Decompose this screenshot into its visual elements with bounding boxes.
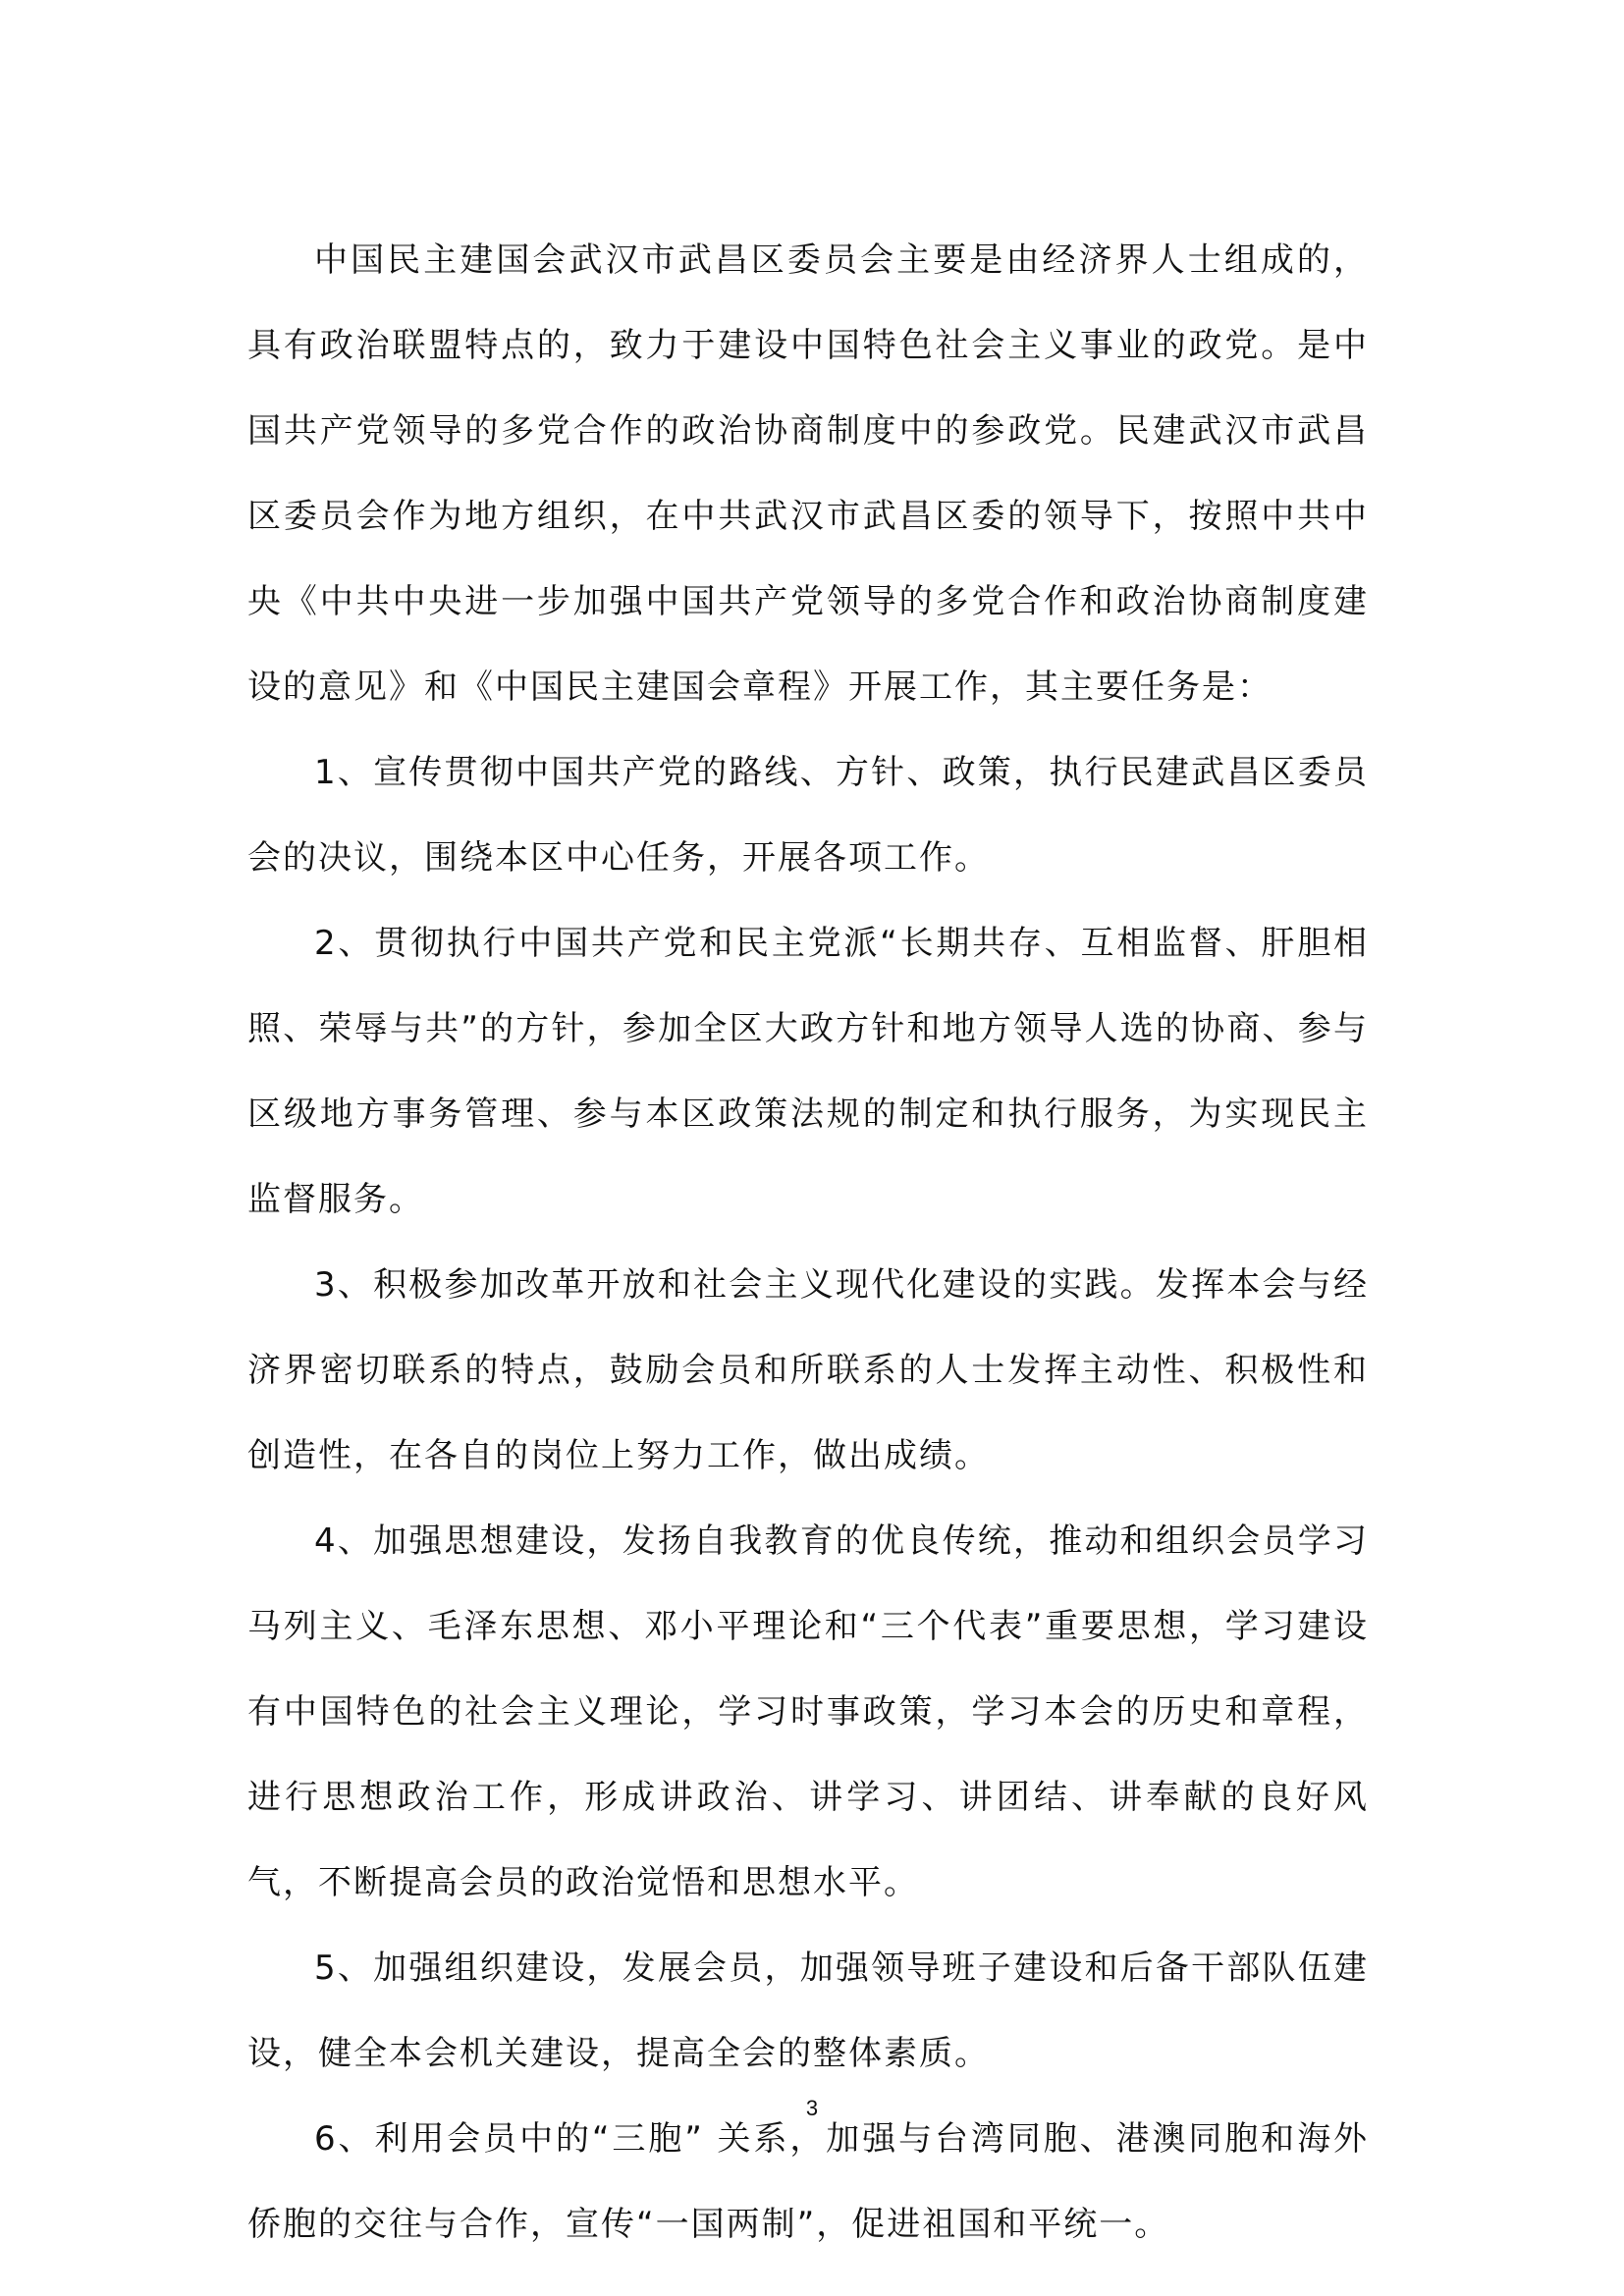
task-paragraph-1: 1、宣传贯彻中国共产党的路线、方针、政策，执行民建武昌区委员会的决议，围绕本区中心任务，开展各项工作。 [247, 753, 1369, 878]
task-paragraph-6: 6、利用会员中的“三胞” 关系，加强与台湾同胞、港澳同胞和海外侨胞的交往与合作，宣传“一国两制”，促进祖国和平统一。 [247, 2119, 1369, 2244]
document-body [247, 218, 1369, 2268]
intro-paragraph: 中国民主建国会武汉市武昌区委员会主要是由经济界人士组成的，具有政治联盟特点的，致力于建设中国特色社会主义事业的政党。是中国共产党领导的多党合作的政治协商制度中的参政党。民建武汉市武昌区委员会作为地方组织，在中共武汉市武昌区委的领导下，按照中共中央《中共中央进一步加强中国共产党领导的多党合作和政治协商制度建设的意见》和《中国民主建国会章程》开展工作，其主要任务是： [247, 240, 1369, 707]
page-number: 3 [805, 2096, 819, 2120]
task-paragraph-4: 4、加强思想建设，发扬自我教育的优良传统，推动和组织会员学习马列主义、毛泽东思想、邓小平理论和“三个代表”重要思想，学习建设有中国特色的社会主义理论，学习时事政策，学习本会的历史和章程，进行思想政治工作，形成讲政治、讲学习、讲团结、讲奉献的良好风气，不断提高会员的政治觉悟和思想水平。 [247, 1522, 1369, 1902]
task-paragraph-3: 3、积极参加改革开放和社会主义现代化建设的实践。发挥本会与经济界密切联系的特点，鼓励会员和所联系的人士发挥主动性、积极性和创造性，在各自的岗位上努力工作，做出成绩。 [247, 1265, 1369, 1475]
task-paragraph-5: 5、加强组织建设，发展会员，加强领导班子建设和后备干部队伍建设，健全本会机关建设，提高全会的整体素质。 [247, 1949, 1369, 2073]
task-paragraph-2: 2、贯彻执行中国共产党和民主党派“长期共存、互相监督、肝胆相照、荣辱与共”的方针，参加全区大政方针和地方领导人选的协商、参与区级地方事务管理、参与本区政策法规的制定和执行服务，为实现民主监督服务。 [247, 924, 1369, 1219]
